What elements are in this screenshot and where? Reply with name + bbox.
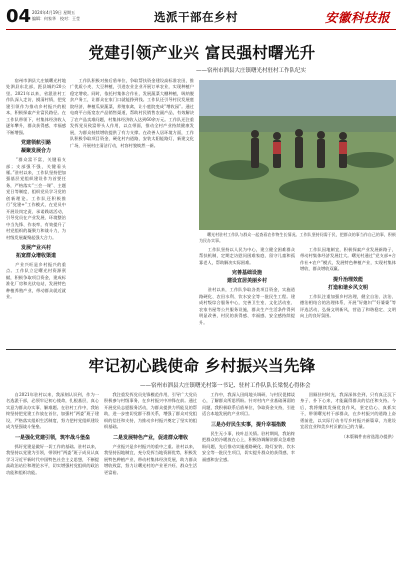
article1-col3-body: 驻村以来，工作队争取各类项目资金，实施道路硬化、农田水利、饮水安全等一批民生工程。建成村级综合服务中心，完善卫生室、文化活动室、农家书屋等公共服务设施，群众生产生活条件得到明显改善，村民的获得感、幸福感、安全感持续提升。	[199, 287, 295, 325]
date-line: 2024年4月19日 星期五	[32, 10, 76, 15]
article2-subheading: 三是办好民生实事，提升幸福指数	[210, 421, 286, 428]
page-header	[6, 8, 396, 30]
article2-subheading: 一是强化党建引领，筑牢战斗堡垒	[14, 434, 90, 441]
article1-subheading: 发展产业兴村 拓宽群众增收渠道	[15, 244, 56, 259]
article1-col4-text: 工作队因地制宜，积极探索产业发展新路子，带动村集体经济发展壮大。曙光村通过“党支部+合作社+农户”模式，发展特色种植产业，实现村集体增收、群众增收双赢。	[300, 247, 396, 272]
article2-column-3	[202, 392, 295, 570]
article1-subheading: 党建领航引路 凝聚发展合力	[20, 140, 51, 155]
article1-column-1	[6, 78, 66, 346]
article1-photo	[199, 80, 396, 230]
article1-col3-text: 工作队坚持以人民为中心，建立健全困难群众帮扶机制，定期走访慰问困难家庭、留守儿童和孤寡老人，帮助解决实际困难。	[199, 247, 295, 265]
newspaper-masthead: 安徽科技报	[324, 10, 390, 25]
article2-col1-text: 自2021年驻村以来，我深刻认识到，作为一名选派干部，必须牢记初心使命，扎根基层，真心实意为群众办实事、解难题。在驻村工作中，我始终坚持把党建工作放在首位，加强村“两委”班子建设，严格落实组织生活制度，努力把村党组织建设成为坚强战斗堡垒。	[6, 392, 99, 430]
page-number: 04	[6, 6, 32, 27]
editor-line: 编辑：何家华 校对：王莹	[32, 16, 80, 21]
article2-col2-body: 产业振兴是乡村振兴的重中之重。驻村以来，我坚持因地制宜，充分发挥当地资源优势，积极发展特色种植产业，带动村集体经济发展，助力群众增收致富，努力让曙光村的产业更兴旺、群众生活更富裕。	[104, 443, 197, 475]
article2-col1-body: 抓好党建是做好一切工作的基础。驻村以来，我坚持以党建为引领，带领村“两委”班子成员认真学习习近平新时代中国特色社会主义思想，不断提高政治站位和理论水平，切实增强村党组织的政治功能和组织功能。	[6, 443, 99, 475]
section-title: 选派干部在乡村	[154, 10, 238, 24]
article1-column-2	[70, 78, 194, 346]
article2-col3-text: 工作中，我深入田间地头调研，与村民促膝谈心，了解群众所思所盼。针对村内产业基础薄弱的问题，我积极联系后盾单位，争取资金支持，引进适合本地发展的产业项目。	[202, 392, 295, 417]
article1-col2-text: 工作队积极对接后盾单位，争取帮扶资金建设高标准农田，推广优质小麦、大豆种植，引进农业企业开展订单农业，实现种植户稳定增收。同时，依托村集体合作社，发展蔬菜大棚种植，吸纳脱贫户务工，让群众在家门口就能挣到钱。工作队还引导村民发展庭院经济，种植瓜果蔬菜，养殖家禽，让小庭院变成“增收园”。通过电商平台拓宽农产品销售渠道，帮助村民销售农副产品，有效解决了农产品卖难问题，村集体经济收入达到60余万元。工作队还注重发挥党员致富带头人作用，以点带面，推动全村产业持续健康发展，为群众持续增收提供了有力支撑。在改善人居环境方面，工作队积极争取项目资金，硬化村内道路，安装太阳能路灯，新建文化广场，开展村庄清洁行动，村容村貌焕然一新。	[70, 78, 194, 148]
article1-subheading: 提升治理效能 打造和谐乡风文明	[327, 276, 368, 291]
article1-col1-top-text: 宿州市泗县大庄镇曙光村地处泗县东北部，距县城约20公里。2021年以来，省派驻村工作队深入走访，摸清村情，把党建引领作为推动乡村振兴的根本，积极探索产业富民路径。在工作队带领下，村集体经济收入逐年攀升，群众获得感、幸福感不断增强。	[6, 78, 66, 135]
article1-col1-mid-text: “群众富不富，关键看支部；支部强不强，关键看头雁。”驻村以来，工作队坚持把加强基层党组织建设作为首要任务，严格落实“三会一课”、主题党日等制度，组织党员学习党的创新理论。工作队还积极推行“党建+”工作模式，在党员中开展设岗定责、承诺践诺活动，引导党员在产业发展、环境整治中当先锋、作表率，有效提升了村党组织的凝聚力和战斗力，为村级发展凝聚起强大合力。	[6, 157, 66, 240]
article1-col1-bottom-text: 产业兴旺是乡村振兴的重点。工作队立足曙光村资源禀赋，积极争取项目资金，建成标准化厂房和光伏电站，发展特色种植养殖产业，带动群众就近就业。	[6, 261, 66, 300]
article1-column-3	[199, 247, 295, 346]
article2-column-4	[300, 392, 396, 570]
article1-col4-body: 工作队注重加强乡村治理，健全自治、法治、德治相结合的治理体系，开展“好媳妇”“好婆婆”等评选活动，弘扬文明新风，营造了和谐稳定、文明向上的良好氛围。	[300, 293, 396, 319]
article2-subheading: 二是发展特色产业，促进群众增收	[112, 434, 188, 441]
article1-subheadline: ——宿州市泗县大庄镇曙光村驻村工作队纪实	[196, 68, 307, 74]
article1-subheading: 完善基础设施 建设宜居美丽乡村	[226, 270, 267, 285]
article2-col2-text: 我注重发挥党员先锋模范作用，引导广大党员积极参与村级事务，在乡村振兴中冲锋在前。通过开展党员志愿服务活动，为群众提供力所能及的帮助，进一步密切党群干群关系，增强了群众对党组织的信任和支持，为推动乡村振兴奠定了坚实的组织基础。	[104, 392, 197, 430]
photo-scene	[199, 80, 396, 230]
article1-photo-caption: 曙光村驻村工作队与群众一起查看农作物生长情况。工作队坚持问需于民，把群众的事当作自己的事，积极为民办实事。	[199, 232, 396, 243]
article2-column-2	[104, 392, 197, 570]
issue-meta	[32, 10, 80, 22]
article1-column-4	[300, 247, 396, 346]
article2-headline: 牢记初心践使命 乡村振兴当先锋	[88, 357, 316, 375]
article2-subheadline: ——宿州市泗县大庄镇曙光村第一书记、驻村工作队队长梁悦心得体会	[140, 383, 311, 389]
article2-col4-text: 回顾驻村时光，我深深体会到，只有真正沉下身子、扑下心来，才能赢得群众的信任和支持。今后，我将继续发扬优良作风，坚定信心、真抓实干，带领曙光村干部群众，在乡村振兴的道路上奋勇前进，以实际行动书写乡村振兴新篇章，为建设宜居宜业和美乡村贡献自己的力量。	[300, 392, 396, 430]
article2-col3-body: 民生无小事，枝叶总关情。驻村期间，我始终把群众的冷暖放在心上，积极协调解决群众急难愁盼问题，先后推动实施道路硬化、路灯安装、饮水安全等一批民生项目，切实提升群众的获得感、幸福感和安全感。	[202, 430, 295, 462]
article-divider	[6, 349, 396, 350]
source-note: （本版稿件由省选派办提供）	[341, 433, 396, 439]
article2-column-1	[6, 392, 99, 570]
article1-headline: 党建引领产业兴 富民强村曙光升	[88, 44, 316, 62]
